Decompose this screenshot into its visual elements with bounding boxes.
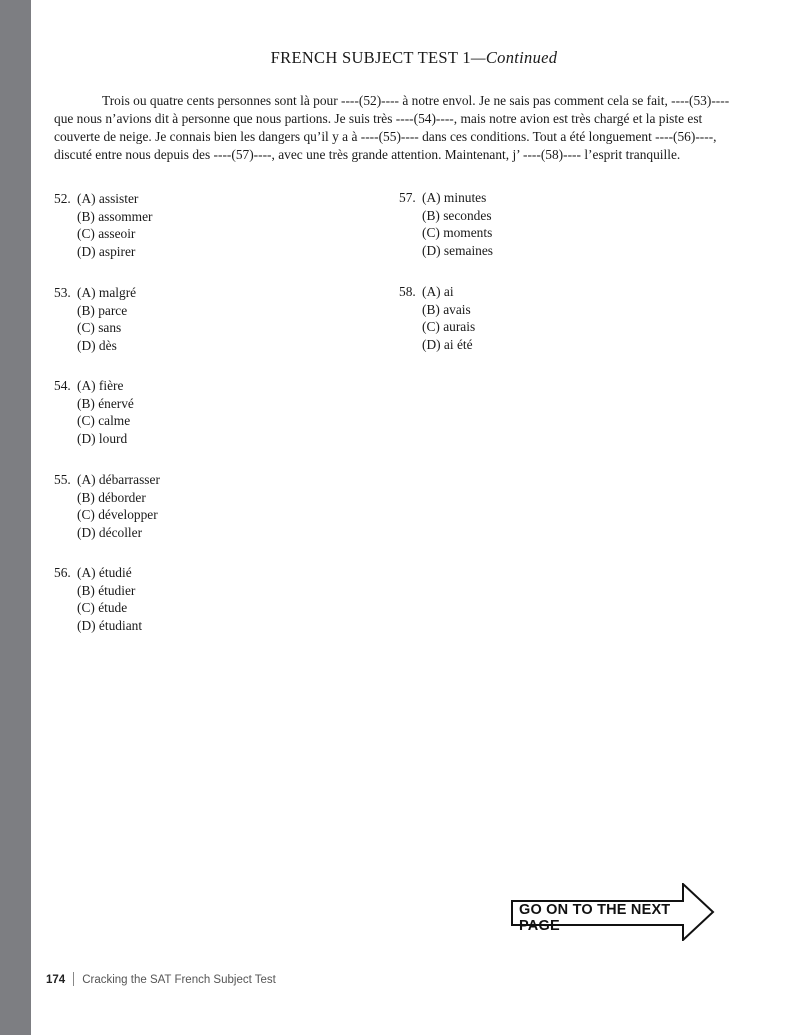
choice-b[interactable]: (B) assommer bbox=[77, 208, 153, 224]
choice-d[interactable]: (D) semaines bbox=[422, 242, 494, 258]
choice-c[interactable]: (C) développer bbox=[77, 507, 158, 523]
choice-a[interactable]: (A) ai bbox=[422, 284, 454, 299]
question-number: 54. bbox=[54, 378, 71, 393]
question-number: 56. bbox=[54, 565, 71, 580]
choice-a[interactable]: (A) assister bbox=[77, 191, 139, 206]
choice-c[interactable]: (C) asseoir bbox=[77, 226, 136, 242]
choice-b[interactable]: (B) déborder bbox=[77, 489, 146, 505]
choice-b[interactable]: (B) énervé bbox=[77, 395, 134, 411]
title-continued: —Continued bbox=[470, 48, 558, 67]
choice-c[interactable]: (C) étude bbox=[77, 600, 128, 616]
question-number: 52. bbox=[54, 191, 71, 206]
page-footer bbox=[46, 972, 276, 986]
question-number: 58. bbox=[399, 284, 416, 299]
choice-a[interactable]: (A) minutes bbox=[422, 190, 487, 205]
choice-d[interactable]: (D) dès bbox=[77, 337, 117, 353]
choice-d[interactable]: (D) aspirer bbox=[77, 243, 136, 259]
choice-b[interactable]: (B) avais bbox=[422, 301, 471, 317]
choice-d[interactable]: (D) lourd bbox=[77, 430, 128, 446]
title-main: FRENCH SUBJECT TEST 1 bbox=[270, 48, 471, 67]
choice-a[interactable]: (A) étudié bbox=[77, 565, 132, 580]
choice-c[interactable]: (C) aurais bbox=[422, 319, 476, 335]
question-number: 53. bbox=[54, 285, 71, 300]
book-title: Cracking the SAT French Subject Test bbox=[82, 974, 276, 986]
choice-b[interactable]: (B) parce bbox=[77, 302, 128, 318]
question-number: 57. bbox=[399, 190, 416, 205]
passage: Trois ou quatre cents personnes sont là pour ----(52)---- à notre envol. Je ne sais pas comment cela se fait, ----(53)---- que nous n’avions dit à personne que nous partions. Je suis très ----(54)----, mais notre avion est très chargé et la piste est couverte de neige. Je connais bien les dangers qu’il y a à ----(55)---- dans ces conditions. Tout a été longuement ----(56)----, discuté entre nous depuis des ----(57)----, avec une très grande attention. Maintenant, j’ ----(58)---- l’esprit tranquille. bbox=[54, 93, 730, 162]
choice-d[interactable]: (D) étudiant bbox=[77, 617, 143, 633]
page-title bbox=[31, 48, 797, 68]
choice-a[interactable]: (A) débarrasser bbox=[77, 472, 160, 487]
choice-c[interactable]: (C) calme bbox=[77, 413, 131, 429]
question-number: 55. bbox=[54, 472, 71, 487]
choice-b[interactable]: (B) étudier bbox=[77, 582, 136, 598]
choice-a[interactable]: (A) fière bbox=[77, 378, 124, 393]
footer-divider bbox=[73, 972, 74, 986]
choice-d[interactable]: (D) ai été bbox=[422, 336, 473, 352]
next-page-label: GO ON TO THE NEXT PAGE bbox=[519, 902, 671, 934]
side-bar bbox=[0, 0, 31, 1035]
choice-c[interactable]: (C) sans bbox=[77, 320, 122, 336]
choice-d[interactable]: (D) décoller bbox=[77, 524, 143, 540]
choice-a[interactable]: (A) malgré bbox=[77, 285, 137, 300]
choice-c[interactable]: (C) moments bbox=[422, 225, 493, 241]
choice-b[interactable]: (B) secondes bbox=[422, 207, 492, 223]
next-page-arrow[interactable] bbox=[511, 883, 715, 941]
page-number: 174 bbox=[46, 974, 66, 986]
